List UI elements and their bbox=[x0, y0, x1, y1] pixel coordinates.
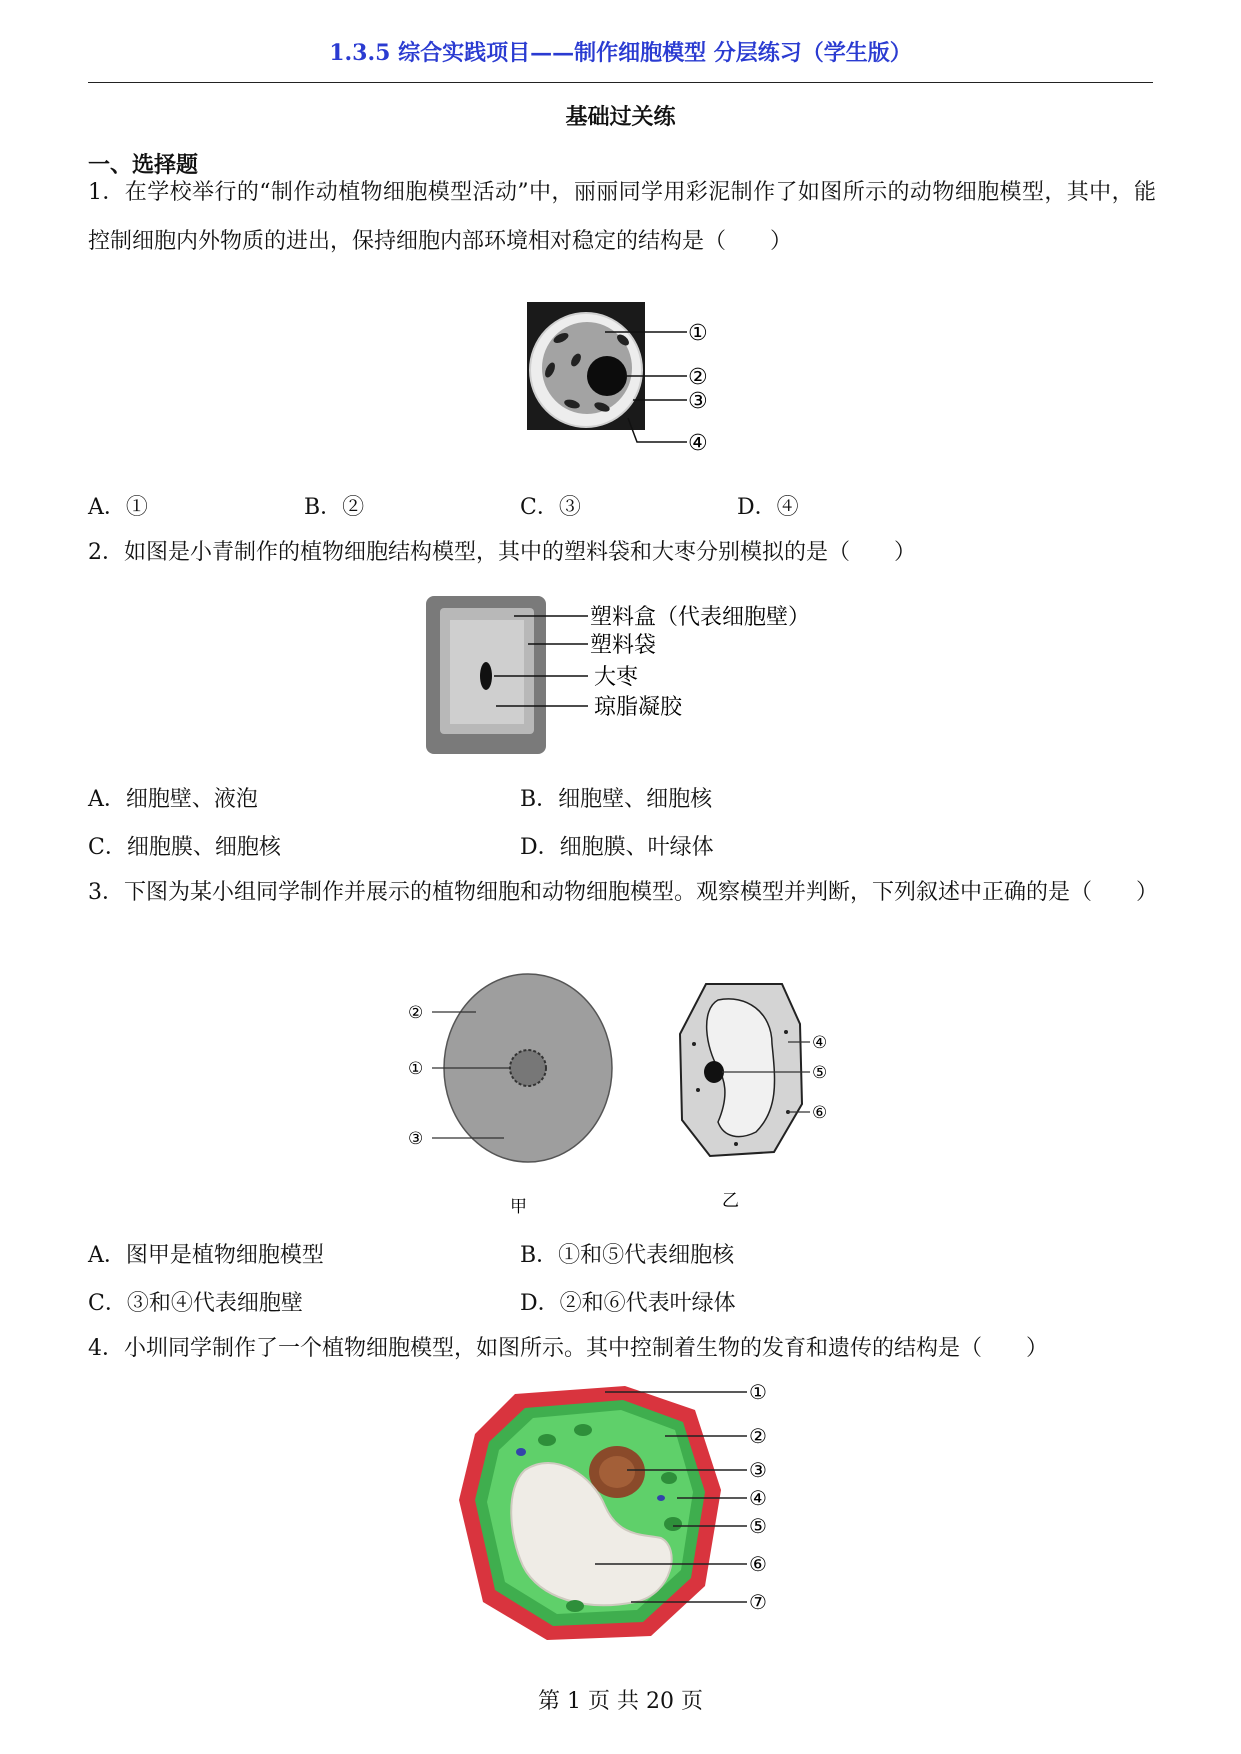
q4-label-3: ③ bbox=[749, 1458, 767, 1482]
question-3-option-a[interactable]: A．图甲是植物细胞模型 bbox=[88, 1243, 324, 1268]
q3-jia-label-2: ② bbox=[408, 1003, 424, 1023]
q4-label-6: ⑥ bbox=[749, 1552, 767, 1576]
q1-label-4: ④ bbox=[688, 431, 708, 456]
question-1-option-d[interactable]: D．④ bbox=[737, 495, 799, 520]
question-4-text: 4．小圳同学制作了一个植物细胞模型，如图所示。其中控制着生物的发育和遗传的结构是（ ） bbox=[88, 1336, 1049, 1361]
q3-yi-label-6: ⑥ bbox=[812, 1103, 828, 1123]
question-2-text: 2．如图是小青制作的植物细胞结构模型，其中的塑料袋和大枣分别模拟的是（ ） bbox=[88, 540, 916, 565]
question-3-text: 3．下图为某小组同学制作并展示的植物细胞和动物细胞模型。观察模型并判断，下列叙述中正确的是（ ） bbox=[88, 880, 1159, 905]
q4-label-5: ⑤ bbox=[749, 1514, 767, 1538]
page-footer: 第 1 页 共 20 页 bbox=[538, 1689, 703, 1714]
question-3-option-c[interactable]: C．③和④代表细胞壁 bbox=[88, 1291, 303, 1316]
question-1-option-a[interactable]: A．① bbox=[88, 495, 148, 520]
q3-yi-label-5: ⑤ bbox=[812, 1063, 828, 1083]
q3-jia-label-3: ③ bbox=[408, 1129, 424, 1149]
q4-label-4: ④ bbox=[749, 1486, 767, 1510]
q4-label-7: ⑦ bbox=[749, 1590, 767, 1614]
q4-label-1: ① bbox=[749, 1380, 767, 1404]
question-2-option-c[interactable]: C．细胞膜、细胞核 bbox=[88, 835, 281, 860]
q2-label-plastic-bag: 塑料袋 bbox=[590, 633, 657, 658]
q3-jia-caption: 甲 bbox=[510, 1197, 527, 1217]
q1-label-2: ② bbox=[688, 365, 708, 390]
question-3-option-d[interactable]: D．②和⑥代表叶绿体 bbox=[520, 1291, 736, 1316]
q3-yi-caption: 乙 bbox=[722, 1191, 739, 1211]
q3-jia-label-1: ① bbox=[408, 1059, 424, 1079]
question-3-cells-figure bbox=[400, 972, 840, 1222]
q3-yi-label-4: ④ bbox=[812, 1033, 828, 1053]
question-2-option-b[interactable]: B．细胞壁、细胞核 bbox=[520, 787, 713, 812]
part-heading: 一、选择题 bbox=[88, 152, 199, 178]
question-1-option-c[interactable]: C．③ bbox=[520, 495, 581, 520]
question-3-option-b[interactable]: B．①和⑤代表细胞核 bbox=[520, 1243, 735, 1268]
question-2-option-d[interactable]: D．细胞膜、叶绿体 bbox=[520, 835, 714, 860]
q1-label-1: ① bbox=[688, 321, 708, 346]
question-1-text: 1．在学校举行的“制作动植物细胞模型活动”中，丽丽同学用彩泥制作了如图所示的动物细胞模型，其中，能控制细胞内外物质的进出，保持细胞内部环境相对稳定的结构是（ ） bbox=[88, 180, 1156, 254]
document-header-title: 1.3.5 综合实践项目——制作细胞模型 分层练习（学生版） bbox=[329, 40, 912, 66]
question-2-option-a[interactable]: A．细胞壁、液泡 bbox=[88, 787, 258, 812]
q2-label-cell-wall: 塑料盒（代表细胞壁） bbox=[590, 605, 811, 630]
header-divider bbox=[88, 82, 1153, 83]
question-2-plant-cell-model-figure bbox=[422, 592, 842, 762]
question-1-option-b[interactable]: B．② bbox=[304, 495, 365, 520]
q1-label-3: ③ bbox=[688, 389, 708, 414]
question-1-animal-cell-figure bbox=[525, 300, 735, 460]
q4-label-2: ② bbox=[749, 1424, 767, 1448]
q2-label-agar-gel: 琼脂凝胶 bbox=[594, 695, 683, 720]
q2-label-jujube: 大枣 bbox=[594, 665, 639, 690]
section-title: 基础过关练 bbox=[565, 104, 676, 130]
question-4-plant-cell-model-figure bbox=[455, 1380, 795, 1650]
